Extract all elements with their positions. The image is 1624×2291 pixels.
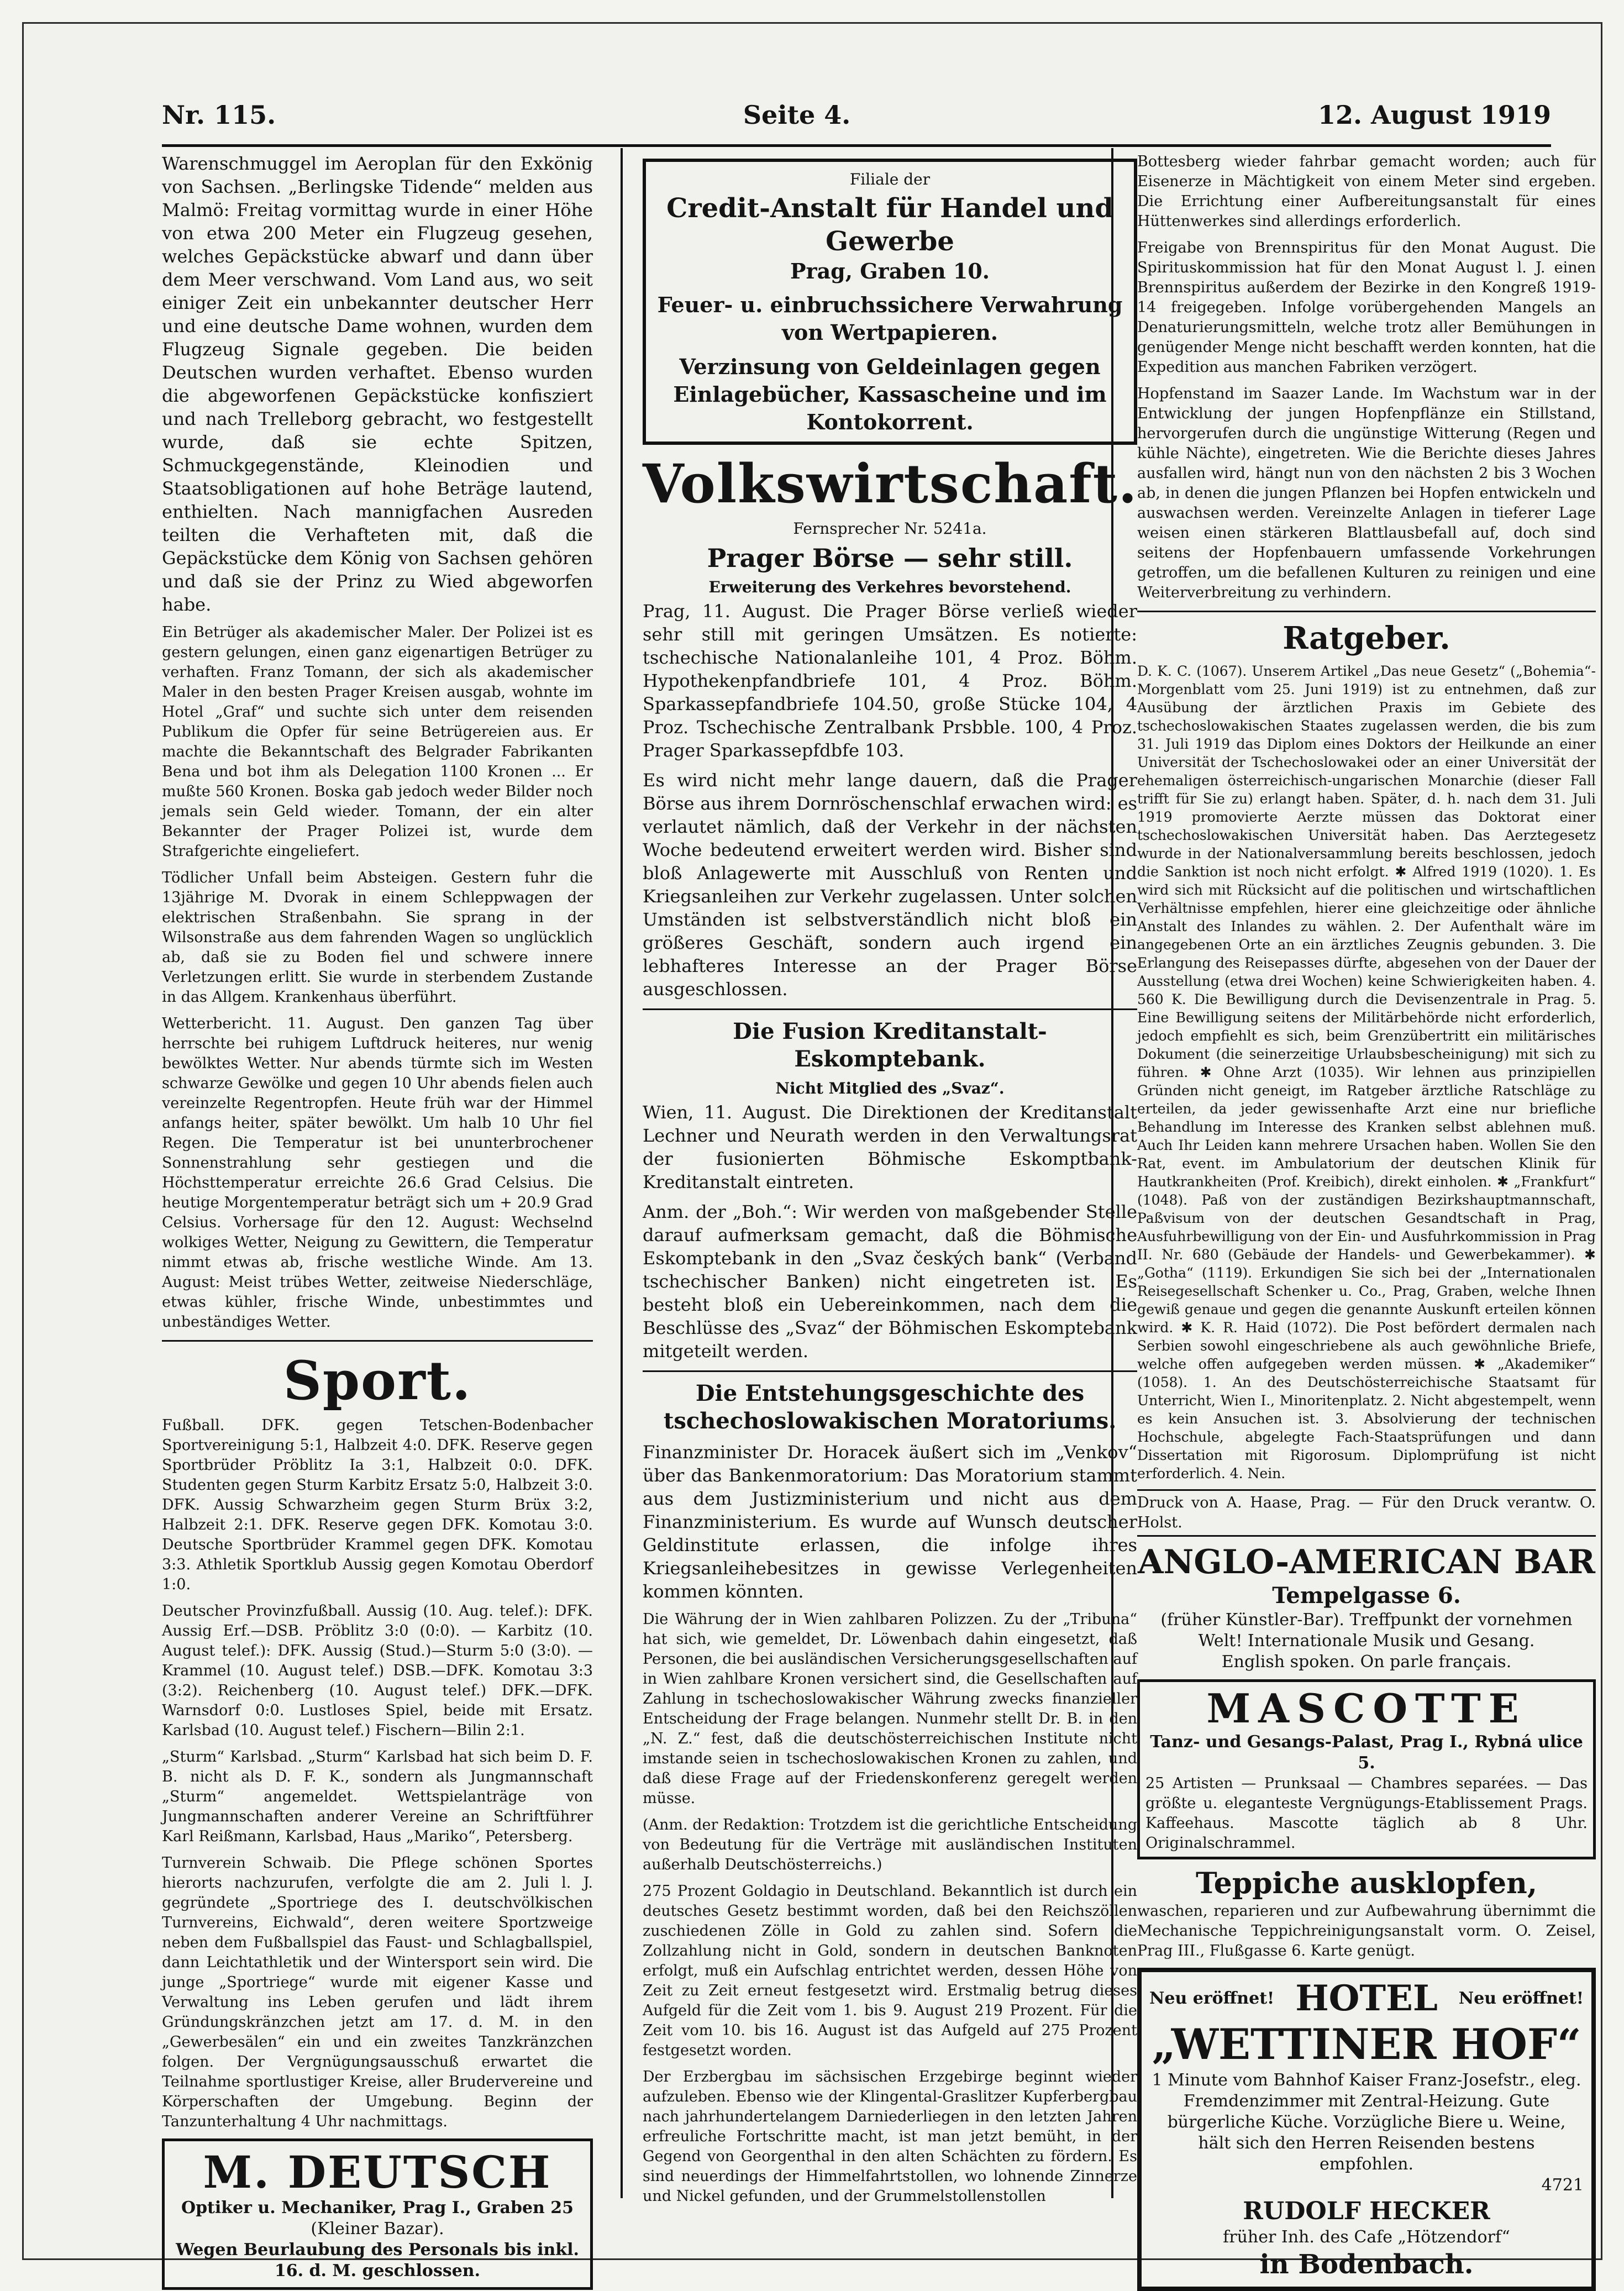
ad-deutsch-line4: 16. d. M. geschlossen. xyxy=(274,2261,481,2281)
column-middle xyxy=(643,152,1138,2205)
ad-teppiche-text: waschen, reparieren und zur Aufbewahrung übernimmt die Mechanische Teppichreinigungsanstalt vorm. O. Zeisel, Prag III., Flußgasse 6. Karte genügt. xyxy=(1137,1903,1596,1959)
ad-bar-line2: English spoken. On parle français. xyxy=(1221,1652,1512,1672)
article-accident: Tödlicher Unfall beim Absteigen. Gestern fuhr die 13jährige M. Dvorak in einem Schleppwagen der elektrischen Straßenbahn. Sie sprang in der Wilsonstraße aus dem fahrenden Wagen so unglücklich ab, daß sie zu Boden fiel und schwere innere Verletzungen erlitt. Sie wurde in sterbendem Zustande in das Allgem. Krankenhaus überführt. xyxy=(162,869,593,1006)
ad-mascotte-line1: Tanz- und Gesangs-Palast, Prag I., Rybná ulice 5. xyxy=(1150,1732,1583,1773)
boerse-report: Prag, 11. August. Die Prager Börse verließ wieder sehr still mit geringen Umsätzen. Es notierte: tschechische Nationalanleihe 101, 4 Proz. Böhm. Hypothekenpfandbriefe 101, 4 Proz. Böhm. Sparkassepfandbriefe 104.50, große Stücke 104, 4 Proz. Tschechische Zentralbank Prsbble. 100, 4 Proz. Prager Sparkassepfdbfe 103. xyxy=(643,601,1137,761)
article-hopfen: Hopfenstand im Saazer Lande. Im Wachstum war in der Entwicklung der jungen Hopfenpflänze ein Stillstand, hervorgerufen durch die ungünstige Witterung (Regen und kühle Nächte), eingetreten. Wie die Berichte dieses Jahres ausfallen wird, hängt nun von den nächsten 2 bis 3 Wochen ab, in denen die jungen Pflanzen bei Hopfen entwickeln und auswachsen werden. Vereinzelte Anlagen in tieferer Lage weisen einen stärkeren Blattlausbefall auf, doch sind seitens der Hopfenbauern umfassende Vorkehrungen getroffen, um die befallenen Kulturen zu reinigen und eine Weiterverbreitung zu verhindern. xyxy=(1137,385,1596,601)
ad-teppiche xyxy=(1137,1866,1596,1961)
imprint: Druck von A. Haase, Prag. — Für den Druck verantw. O. Holst. xyxy=(1137,1489,1596,1537)
ad-bar-title: ANGLO-AMERICAN BAR xyxy=(1138,1543,1595,1581)
ad-hotel-place: in Bodenbach. xyxy=(1259,2249,1474,2280)
issue-number: Nr. 115. xyxy=(162,100,276,130)
ad-hotel-new-right: Neu eröffnet! xyxy=(1458,1989,1584,2008)
fusion-heading: Die Fusion Kreditanstalt-Eskomptebank. xyxy=(733,1018,1047,1072)
moratorium-heading: Die Entstehungsgeschichte des tschechoslowakischen Moratoriums. xyxy=(663,1380,1117,1434)
boerse-subheading: Erweiterung des Verkehres bevorstehend. xyxy=(708,578,1071,596)
ratgeber-heading: Ratgeber. xyxy=(1283,620,1450,656)
boerse-heading: Prager Börse — sehr still. xyxy=(707,543,1073,573)
editorial-note: (Anm. der Redaktion: Trotzdem ist die gerichtliche Entscheidung von Bedeutung für die Verträge mit ausländischen Instituten außerhalb Deutschösterreichs.) xyxy=(643,1816,1137,1873)
goldagio-text: 275 Prozent Goldagio in Deutschland. Bekanntlich ist durch ein deutsches Gesetz bestimmt worden, daß bei den Reichszöllen zuschiedenen Zölle in Gold zu zahlen sind. Sofern die Zollzahlung nicht in Gold, sondern in deutschen Banknoten erfolgt, muß ein Aufschlag entrichtet werden, dessen Höhe von Zeit zu Zeit erneut festgesetzt wird. Erstmalig betrug dieses Aufgeld für die Zeit vom 1. bis 9. August 219 Prozent. Für die Zeit vom 10. bis 16. August ist das Aufgeld auf 275 Prozent festgesetzt worden. xyxy=(643,1883,1137,2059)
article-weather: Wetterbericht. 11. August. Den ganzen Tag über herrschte bei ruhigem Luftdruck heiteres, nur wenig bewölktes Wetter. Nur abends türmte sich im Westen schwarze Gewölke und gegen 10 Uhr abends fielen auch vereinzelte Regentropfen. Heute früh war der Himmel anfangs heiter, später bewölkt. Um halb 10 Uhr fiel Regen. Die Temperatur ist bei ununterbrochener Sonnenstrahlung sehr gestiegen und die Höchsttemperatur erreichte 26.6 Grad Celsius. Die heutige Morgentemperatur beträgt sich um + 20.9 Grad Celsius. Vorhersage für den 12. August: Wechselnd wolkiges Wetter, Neigung zu Gewittern, die Temperatur nimmt etwas ab, frische westliche Winde. Am 13. August: Meist trübes Wetter, zeitweise Niederschläge, etwas kühler, frische Winde, unbestimmtes und unbeständiges Wetter. xyxy=(162,1015,593,1331)
policies-text: Die Währung der in Wien zahlbaren Polizzen. Zu der „Tribuna“ hat sich, wie gemeldet, Dr. Löwenbach dahin eingesetzt, daß Personen, die bei ausländischen Versicherungsgesellschaften auf in Wien zahlbare Kronen versichert sind, die Gesellschaften auf Zahlung in tschechoslowakischer Währung zwecks finanzieller Entscheidung der Frage belangen. Nunmehr stellt Dr. B. in den „N. Z.“ fest, daß die deutschösterreichischen Institute nicht imstande seien in tschechoslowakischen Kronen zu zahlen, und daß diese Frage auf der Friedenskonferenz geregelt werden müsse. xyxy=(643,1611,1137,1807)
ad-credit-line2: Verzinsung von Geldeinlagen gegen Einlagebücher, Kassascheine und im Kontokorrent. xyxy=(673,354,1107,434)
section-rule xyxy=(643,1008,1137,1010)
economy-phone: Fernsprecher Nr. 5241a. xyxy=(793,519,987,538)
erzbergbau-text: Der Erzbergbau im sächsischen Erzgebirge beginnt wieder aufzuleben. Ebenso wie der Klingental-Graslitzer Kupferbergbau nach jahrhundertelangem Darniederliegen in den letzten Jahren erfreuliche Fortschritte macht, ist man jetzt bemüht, in der Gegend von Georgenthal in den alten Schächten zu fördern. Es sind neuerdings der Himmelfahrtstollen, wo lohnende Zinnerze und Nickel gefunden, und der Grummelstollenstollen xyxy=(643,2068,1137,2205)
ad-hotel-top xyxy=(1149,1978,1584,2019)
page-number: Seite 4. xyxy=(743,100,851,130)
fusion-note: Anm. der „Boh.“: Wir werden von maßgebender Stelle darauf aufmerksam gemacht, daß die Böhmische Eskomptebank in den „Svaz českých bank“ (Verband tschechischer Banken) nicht eingetreten ist. Es besteht bloß ein Uebereinkommen, nach dem die Beschlüsse des „Svaz“ der Böhmischen Eskomptebank mitgeteilt werden. xyxy=(643,1201,1137,1362)
ad-hotel-text: 1 Minute vom Bahnhof Kaiser Franz-Josefstr., eleg. Fremdenzimmer mit Zentral-Heizung. Gute bürgerliche Küche. Vorzügliche Biere u. Weine, hält sich den Herren Reisenden bestens empfohlen. xyxy=(1152,2071,1581,2174)
ad-hotel-new-left: Neu eröffnet! xyxy=(1149,1989,1275,2008)
sport-sturm: „Sturm“ Karlsbad. „Sturm“ Karlsbad hat sich beim D. F. B. nicht als D. F. K., sondern als Jungmannschaft „Sturm“ angemeldet. Wettspielanträge von Jungmannschaften anderer Vereine an Schriftführer Karl Reißmann, Karlsbad, Haus „Mariko“, Petersberg. xyxy=(162,1748,593,1845)
header-rule xyxy=(162,144,1551,147)
column-divider-1 xyxy=(621,148,623,2198)
section-rule xyxy=(1137,611,1596,612)
ad-hotel-code: 4721 xyxy=(1541,2176,1584,2195)
fusion-report: Wien, 11. August. Die Direktionen der Kreditanstalt Lechner und Neurath werden in den Verwaltungsrat der fusionierten Böhmische Eskomptbank-Kreditanstalt eintreten. xyxy=(643,1102,1137,1192)
ad-deutsch-line3: Wegen Beurlaubung des Personals bis inkl. xyxy=(176,2240,579,2260)
ad-credit-line1: Feuer- u. einbruchssichere Verwahrung von Wertpapieren. xyxy=(657,292,1123,345)
article-smuggling: Warenschmuggel im Aeroplan für den Exkönig von Sachsen. „Berlingske Tidende“ melden aus Malmö: Freitag vormittag wurde in einer Höhe von etwa 200 Meter ein Flugzeug gesehen, welches Gepäckstücke abwarf und dann über dem Meer verschwand. Vom Land aus, wo seit einiger Zeit ein unbekannter deutscher Herr und eine deutsche Dame wohnen, wurden dem Flugzeug Signale gegeben. Die beiden Deutschen wurden verhaftet. Ebenso wurden die abgeworfenen Gepäckstücke konfisziert und nach Trelleborg gebracht, wo festgestellt wurde, daß sie echte Spitzen, Schmuckgegenstände, Kleinodien und Staatsobligationen auf hohe Beträge lautend, enthielten. Nach mannigfachen Ausreden teilten die Verhafteten mit, daß die Gepäckstücke dem König von Sachsen gehören und daß sie der Prinz zu Wied abgeworfen habe. xyxy=(162,153,593,615)
ad-credit-title: Credit-Anstalt für Handel und Gewerbe xyxy=(666,193,1113,257)
economy-heading: Volkswirtschaft. xyxy=(643,453,1138,515)
ad-mascotte xyxy=(1137,1679,1596,1859)
ad-deutsch-name: M. DEUTSCH xyxy=(203,2146,552,2198)
ad-hotel-name: „WETTINER HOF“ xyxy=(1152,2020,1581,2069)
ad-deutsch-line1: Optiker u. Mechaniker, Prag I., Graben 25 xyxy=(181,2198,574,2218)
ad-credit-anstalt xyxy=(643,159,1137,445)
ad-mascotte-title: MASCOTTE xyxy=(1206,1685,1527,1732)
ad-hotel-word: HOTEL xyxy=(1295,1978,1438,2019)
article-mining-cont: Bottesberg wieder fahrbar gemacht worden; auch für Eisenerze in Mächtigkeit von einem Meter sind ergeben. Die Errichtung einer Aufbereitungsanstalt für eines Hüttenwerkes sind allerdings erforderlich. xyxy=(1137,153,1596,230)
ad-hotel-owner: RUDOLF HECKER xyxy=(1243,2197,1490,2225)
article-fraud: Ein Betrüger als akademischer Maler. Der Polizei ist es gestern gelungen, einen ganz eigenartigen Betrüger zu verhaften. Franz Tomann, der sich als akademischer Maler in den besten Prager Kreisen ausgab, wohnte im Hotel „Graf“ und suchte sich unter dem reisenden Publikum die Opfer für seine Betrügereien aus. Er machte die Bekanntschaft des Belgrader Fabrikanten Bena und bot ihm als Delegation 1100 Kronen ... Er mußte 560 Kronen. Boska gab jedoch weder Bilder noch jemals sein Geld wieder. Tomann, der ein alter Bekannter der Prager Polizei ist, wurde dem Strafgerichte eingeliefert. xyxy=(162,624,593,860)
ad-credit-address: Prag, Graben 10. xyxy=(790,259,990,283)
ad-credit-top: Filiale der xyxy=(849,170,931,188)
ad-anglo-american-bar xyxy=(1137,1542,1596,1673)
section-rule xyxy=(162,1340,593,1342)
fusion-subheading: Nicht Mitglied des „Svaz“. xyxy=(775,1079,1005,1097)
ad-bar-address: Tempelgasse 6. xyxy=(1272,1583,1461,1609)
issue-date: 12. August 1919 xyxy=(1318,100,1551,130)
ad-mascotte-line2: 25 Artisten — Prunksaal — Chambres separées. — Das größte u. eleganteste Vergnügungs-Etablissement Prags. Kaffeehaus. Mascotte täglich ab 8 Uhr. Originalschrammel. xyxy=(1145,1775,1588,1852)
newspaper-page xyxy=(22,22,1602,2281)
sport-results: Fußball. DFK. gegen Tetschen-Bodenbacher Sportvereinigung 5:1, Halbzeit 4:0. DFK. Reserve gegen Sportbrüder Pröblitz Ia 3:1, Halbzeit 0:0. DFK. Studenten gegen Sturm Karbitz Ersatz 5:0, Halbzeit 3:0. DFK. Aussig Schwarzheim gegen Sturm Brüx 3:2, Halbzeit 2:1. DFK. Reserve gegen DFK. Komotau 3:0. Deutsche Sportbrüder Krammel gegen DFK. Komotau 3:3. Athletik Sportklub Aussig gegen Komotau Oberdorf 1:0. xyxy=(162,1417,593,1593)
ad-deutsch xyxy=(162,2138,593,2290)
section-rule xyxy=(643,1370,1137,1372)
moratorium-text: Finanzminister Dr. Horacek äußert sich im „Venkov“ über das Bankenmoratorium: Das Moratorium stammt aus dem Justizministerium und nicht aus dem Finanzministerium. Es wurde auf Wunsch deutscher Geldinstitute erlassen, die infolge ihres Kriegsanleihebesitzes in gewisse Verlegenheiten kommen könnten. xyxy=(643,1442,1137,1602)
column-right xyxy=(1137,152,1596,2280)
ratgeber-text: D. K. C. (1067). Unserem Artikel „Das neue Gesetz“ („Bohemia“-Morgenblatt vom 25. Juni 1919) ist zu entnehmen, daß zur Ausübung der ärztlichen Praxis im Gebiete des tschechoslowakischen Staates zugelassen werden, die bis zum 31. Juli 1919 das Diplom eines Doktors der Heilkunde an einer Universität der Tschechoslowakei oder an einer Universität der ehemaligen österreichisch-ungarischen Monarchie (dieser Fall trifft für Sie zu) erlangt haben. Später, d. h. nach dem 31. Juli 1919 promovierte Aerzte müssen das Doktorat einer tschechoslowakischen Universität haben. Das Aerztegesetz wurde in der Nationalversammlung bereits beschlossen, jedoch die Sanktion ist noch nicht erfolgt. ✱ Alfred 1919 (1020). 1. Es wird sich mit Rücksicht auf die politischen und wirtschaftlichen Verhältnisse empfehlen, hierer eine gleichzeitige oder ähnliche Anstalt des Inlandes zu wählen. 2. Der Aufenthalt wäre im angegebenen Orte an ein ärztliches Zeugnis gebunden. 3. Die Erlangung des Reisepasses dürfte, abgesehen von der Dauer der Ausstellung (etwa drei Wochen) keine Schwierigkeiten haben. 4. 560 K. Die Bewilligung durch die Devisenzentrale in Prag. 5. Eine Bewilligung seitens der Militärbehörde nicht erforderlich, jedoch empfiehlt es sich, beim Grenzübertritt ein militärisches Dokument (die seinerzeitige Urlaubsbescheinigung) mit sich zu führen. ✱ Ohne Arzt (1035). Wir lehnen aus prinzipiellen Gründen nicht geneigt, im Ratgeber ärztliche Ratschläge zu erteilen, da jeder gewissenhafte Arzt eine nur briefliche Behandlung im Interesse des Kranken selbst ablehnen muß. Auch Ihr Leiden kann mehrere Ursachen haben. Wollen Sie den Rat, event. im Ambulatorium der deutschen Klinik für Hautkrankheiten (Prof. Kreibich), direkt einholen. ✱ „Frankfurt“ (1048). Paß von der zuständigen Bezirkshauptmannschaft, Paßvisum von der deutschen Gesandtschaft in Prag, Ausfuhrbewilligung von der Ein- und Ausfuhrkommission in Prag II. Nr. 680 (Gebäude der Handels- und Gewerbekammer). ✱ „Gotha“ (1119). Erkundigen Sie sich bei der „Internationalen Reisegesellschaft Schenker u. Co., Prag, Graben, welche Ihnen gewiß genaue und gegen die genannte Auskunft erteilen können wird. ✱ K. R. Haid (1072). Die Post befördert dermalen nach Serbien sowohl eingeschriebene als auch gewöhnliche Briefe, welche offen aufgegeben werden müssen. ✱ „Akademiker“ (1058). 1. An des Deutschösterreichische Staatsamt für Unterricht, Wien I., Minoritenplatz. 2. Nicht abgestempelt, wenn es kein Ansuchen ist. 3. Absolvierung der technischen Hochschule, abgelegte Fach-Staatsprüfungen und dann Dissertation mit Rigorosum. Diplomprüfung ist nicht erforderlich. 4. Nein. xyxy=(1137,663,1596,1481)
ad-teppiche-title: Teppiche ausklopfen, xyxy=(1196,1867,1537,1900)
ad-deutsch-line2: (Kleiner Bazar). xyxy=(311,2219,444,2239)
boerse-outlook: Es wird nicht mehr lange dauern, daß die Prager Börse aus ihrem Dornröschenschlaf erwachen wird: es verlautet nämlich, daß der Verkehr in der nächsten Woche bedeutend erweitert werden wird. Bisher sind bloß Anlagewerte mit Ausschluß von Renten und Kriegsanleihen zur Verkehr zugelassen. Unter solchen Umständen ist selbstverständlich nicht bloß ein größeres Geschäft, sondern auch irgend ein lebhafteres Interesse an der Prager Börse ausgeschlossen. xyxy=(643,770,1137,1000)
sport-heading: Sport. xyxy=(283,1349,472,1412)
ad-bar-line1: (früher Künstler-Bar). Treffpunkt der vornehmen Welt! Internationale Musik und Gesang. xyxy=(1160,1610,1573,1651)
ad-wettiner-hof xyxy=(1137,1968,1596,2291)
sport-provincial: Deutscher Provinzfußball. Aussig (10. Aug. telef.): DFK. Aussig Erf.—DSB. Pröblitz 3:0 (0:0). — Karbitz (10. August telef.): DFK. Aussig (Stud.)—Sturm 5:0 (3:0). — Krammel (10. August telef.) DSB.—DFK. Komotau 3:3 (3:2). Reichenberg (10. August telef.) DFK.—DFK. Warnsdorf 0:0. Lustloses Spiel, beide mit Ersatz. Karlsbad (10. August telef.) Fischern—Bilin 2:1. xyxy=(162,1602,593,1739)
ad-hotel-former: früher Inh. des Cafe „Hötzendorf“ xyxy=(1223,2227,1510,2247)
article-spiritus: Freigabe von Brennspiritus für den Monat August. Die Spirituskommission hat für den Monat August l. J. einen Brennspiritus außerdem der Bezirke in den Kongreß 1919-14 freigegeben. Infolge vorübergehenden Mangels an Denaturierungsmitteln, welche trotz aller Bemühungen in genügender Menge nicht beschafft werden konnten, hat die Expedition aus manchen Fabriken verzögert. xyxy=(1137,239,1596,376)
column-left xyxy=(162,152,593,2281)
page-header xyxy=(162,90,1551,140)
sport-turnverein: Turnverein Schwaib. Die Pflege schönen Sportes hierorts nachzurufen, verfolgte die am 2. Juli l. J. gegründete „Sportriege des I. deutschvölkischen Turnvereins, Eichwald“, deren weitere Sportzweige neben dem Fußballspiel das Faust- und Schlagballspiel, dann Leichtathletik und der Wintersport sein wird. Die junge „Sportriege“ wurde mit eigener Kasse und Verwaltung ins Leben gerufen und lädt ihrem Gründungskränzchen jetzt am 17. d. M. in den „Gewerbesälen“ ein und ein zweites Tanzkränzchen folgen. Der Vergnügungsausschuß erwartet die Teilnahme sportlustiger Kreise, aller Brudervereine und Körperschaften der Umgebung. Beginn der Tanzunterhaltung 4 Uhr nachmittags. xyxy=(162,1854,593,2130)
